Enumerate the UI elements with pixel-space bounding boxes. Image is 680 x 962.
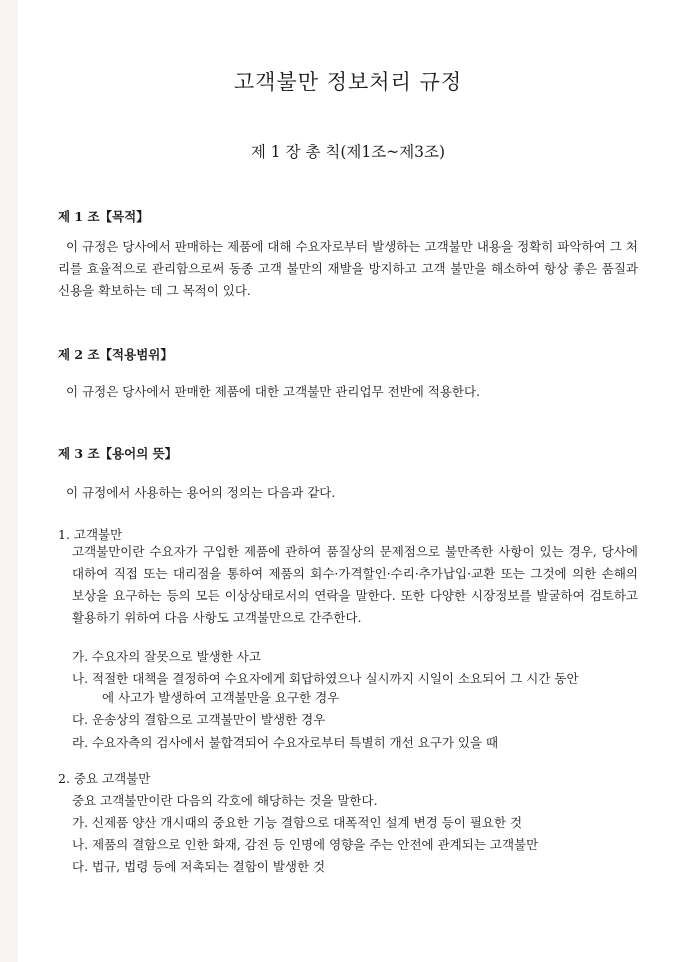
term-2-item: 가. 신제품 양산 개시때의 중요한 기능 결함으로 대폭적인 설계 변경 등이 필요한 것: [72, 815, 523, 830]
document-title: 고객불만 정보처리 규정: [233, 70, 463, 94]
article-1-heading: 제 1 조【목적】: [58, 209, 149, 224]
term-1-item: 다. 운송상의 결함으로 고객불만이 발생한 경우: [72, 712, 326, 727]
article-1-body: 이 규정은 당사에서 판매하는 제품에 대해 수요자로부터 발생하는 고객불만 내용을 정확히 파악하여 그 처리를 효율적으로 관리함으로써 동종 고객 불만의 재발을 방지하고 고객 불만을 해소하여 항상 좋은 품질과 신용을 확보하는 데 그 목적이 있다.: [58, 239, 638, 298]
article-2-body: 이 규정은 당사에서 판매한 제품에 대한 고객불만 관리업무 전반에 적용한다.: [66, 384, 481, 399]
article-2-heading: 제 2 조【적용범위】: [58, 347, 173, 362]
article-3-intro: 이 규정에서 사용하는 용어의 정의는 다음과 같다.: [66, 485, 336, 500]
term-1-definition: 고객불만이란 수요자가 구입한 제품에 관하여 품질상의 문제점으로 불만족한 사항이 있는 경우, 당사에 대하여 직접 또는 대리점을 통하여 제품의 회수·가격할인·수리·추가납입·교환 또는 그것에 의한 손해의 보상을 요구하는 등의 모든 이상상태로서의 연락을 말한다. 또한 다양한 시장정보를 발굴하여 검토하고 활용하기 위하여 다음 사항도 고객불만으로 간주한다.: [72, 544, 638, 625]
term-2-title: 2. 중요 고객불만: [58, 771, 151, 786]
term-1-item: 가. 수요자의 잘못으로 발생한 사고: [72, 649, 261, 664]
term-2-definition: 중요 고객불만이란 다음의 각호에 해당하는 것을 말한다.: [72, 793, 378, 808]
term-1-item-continuation: 에 사고가 발생하여 고객불만을 요구한 경우: [102, 690, 340, 705]
term-1-item: 나. 적절한 대책을 결정하여 수요자에게 회답하였으나 실시까지 시일이 소요되어 그 시간 동안: [72, 671, 579, 686]
article-3-heading: 제 3 조【용어의 뜻】: [58, 446, 178, 461]
term-2-item: 나. 제품의 결함으로 인한 화재, 감전 등 인명에 영향을 주는 안전에 관계되는 고객불만: [72, 837, 539, 852]
left-margin-band: [0, 0, 18, 962]
term-1-item: 라. 수요자측의 검사에서 불합격되어 수요자로부터 특별히 개선 요구가 있을 때: [72, 735, 499, 750]
term-1-title: 1. 고객불만: [58, 527, 123, 542]
term-2-item: 다. 법규, 법령 등에 저촉되는 결함이 발생한 것: [72, 859, 326, 874]
chapter-heading: 제 1 장 총 칙(제1조~제3조): [250, 143, 446, 161]
